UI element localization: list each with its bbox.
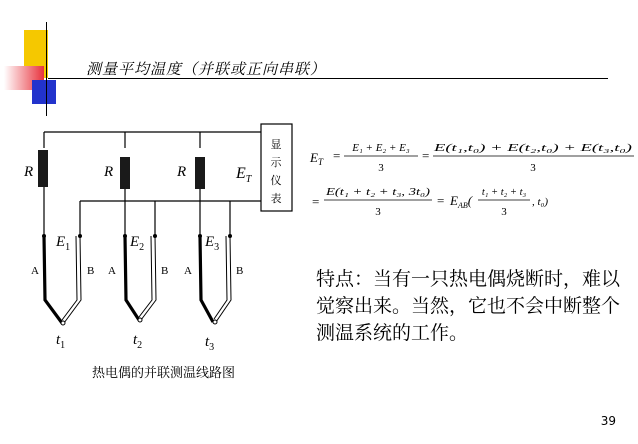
formula-den-3: 3: [375, 206, 381, 218]
t1-label: t: [56, 332, 61, 348]
t3-sub: 3: [209, 342, 215, 353]
formula-eab: E: [450, 193, 458, 208]
formula-eq-4: =: [437, 193, 445, 208]
formula-eq-1: =: [333, 148, 341, 163]
page-number: 39: [600, 414, 616, 428]
svg-text:ET: [309, 150, 324, 167]
formula-den-4: 3: [501, 206, 507, 218]
t3-label: t: [205, 334, 210, 350]
formula-num-1: E₁ + E₂ + E₃: [352, 142, 410, 154]
formula-den-1: 3: [378, 162, 384, 174]
e1-label: E: [56, 234, 66, 250]
instrument-label-2: 示: [270, 157, 282, 169]
e1-sub: 1: [65, 242, 71, 253]
wire-a-label-2: A: [108, 265, 116, 277]
formula-eq-2: =: [422, 148, 430, 163]
circuit-caption: 热电偶的并联测温线路图: [92, 366, 236, 381]
et-label: E: [236, 165, 246, 182]
formula-num-2: E(t₁,t₀) + E(t₂,t₀) + E(t₃,t₀): [432, 143, 633, 154]
wire-b-label-2: B: [161, 265, 169, 277]
t2-sub: 2: [137, 340, 143, 351]
wire-a-label-1: A: [31, 265, 39, 277]
e3-sub: 3: [214, 242, 220, 253]
formula-num-3: E(t₁ + t₂ + t₃, 3t₀): [324, 187, 431, 198]
t2-label: t: [133, 332, 138, 348]
slide-title: 测量平均温度（并联或正向串联）: [86, 60, 327, 78]
instrument-label-3: 仪: [270, 175, 282, 187]
resistor-label-2: R: [104, 164, 114, 180]
formula-lhs: E: [310, 150, 318, 165]
svg-text:EAB(: $E_{AB}$(: [450, 193, 473, 210]
formula-eab-sub: AB: [457, 201, 468, 210]
formula-num-4: t₁ + t₂ + t₃: [481, 187, 527, 198]
wire-b-label-3: B: [236, 265, 244, 277]
instrument-label-1: 显: [270, 139, 282, 151]
instrument-label-4: 表: [270, 193, 282, 205]
formula-eq-3: =: [312, 194, 320, 209]
formula-t0-tail: , t₀): [532, 196, 549, 208]
e3-label: E: [205, 234, 215, 250]
e2-label: E: [130, 234, 140, 250]
formula-den-2: 3: [530, 162, 536, 174]
wire-a-label-3: A: [184, 265, 192, 277]
feature-description: 特点：当有一只热电偶烧断时，难以觉察出来。当然，它也不会中断整个测温系统的工作。: [316, 268, 621, 344]
resistor-label-3: R: [177, 164, 187, 180]
formula-lhs-sub: T: [317, 157, 323, 167]
e2-sub: 2: [139, 242, 145, 253]
et-sub: T: [245, 174, 252, 185]
resistor-label-1: R: [24, 164, 34, 180]
t1-sub: 1: [60, 340, 66, 351]
wire-b-label-1: B: [87, 265, 95, 277]
